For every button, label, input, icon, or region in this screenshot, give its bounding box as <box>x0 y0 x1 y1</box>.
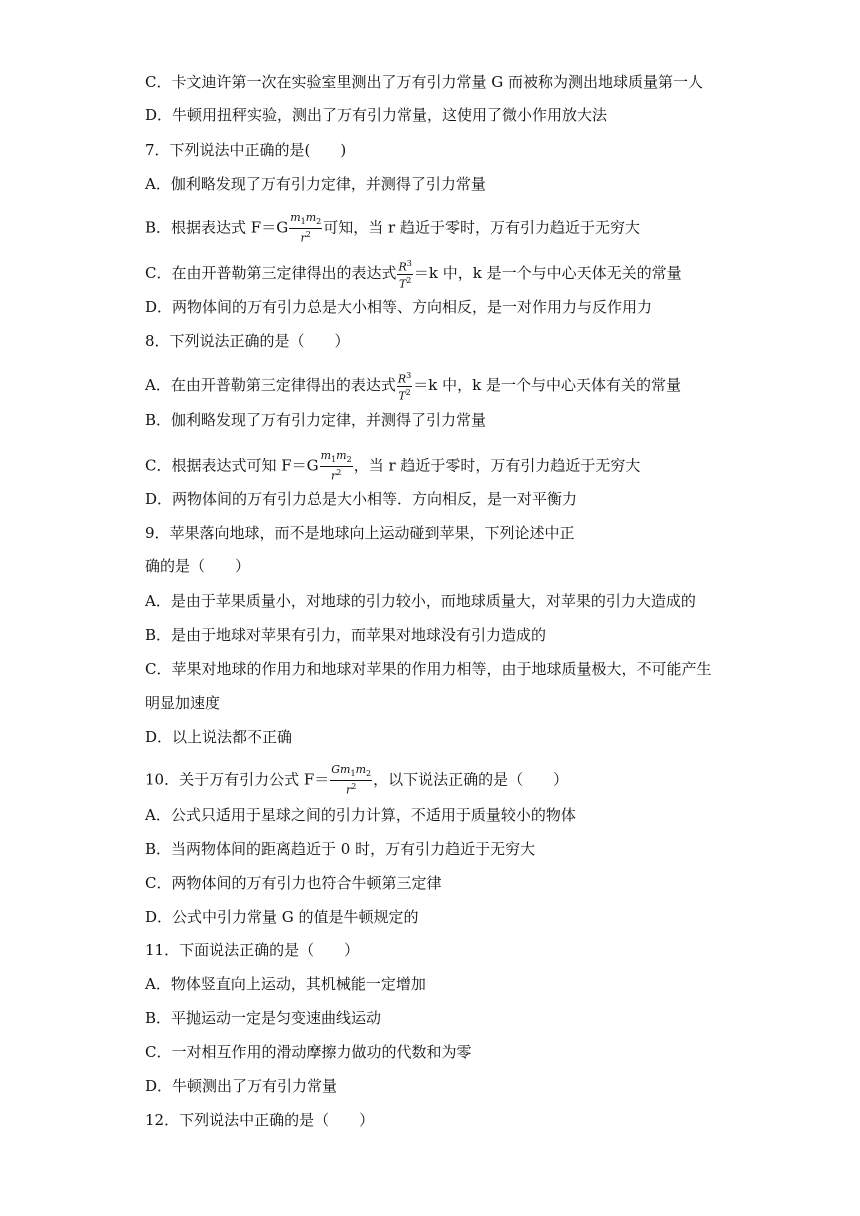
kepler-fraction: $\frac{R^3}{T^2}$ <box>398 259 412 291</box>
q9-option-b: B．是由于地球对苹果有引力，而苹果对地球没有引力造成的 <box>145 626 547 644</box>
q10-stem-text-post: ，以下说法正确的是（ ） <box>373 770 569 789</box>
q9-option-c-line2: 明显加速度 <box>145 694 221 712</box>
q10-option-c: C．两物体间的万有引力也符合牛顿第三定律 <box>145 874 442 892</box>
q11-option-b: B．平抛运动一定是匀变速曲线运动 <box>145 1009 382 1027</box>
q6-option-c: C．卡文迪许第一次在实验室里测出了万有引力常量 G 而被称为测出地球质量第一人 <box>145 73 703 91</box>
q7-option-c-text-pre: C．在由开普勒第三定律得出的表达式 <box>145 264 397 283</box>
q8-option-a-text-post: ＝k 中，k 是一个与中心天体有关的常量 <box>413 376 681 395</box>
q9-stem-line2: 确的是（ ） <box>145 557 251 575</box>
gravitation-formula-fraction: $\frac{Gm_1m_2}{r^2}$ <box>331 763 372 797</box>
q7-stem: 7．下列说法中正确的是( ) <box>145 141 347 159</box>
gravitation-fraction: $\frac{m_1m_2}{r^2}$ <box>290 211 322 245</box>
q10-stem-text-pre: 10．关于万有引力公式 F＝ <box>145 770 330 789</box>
q7-option-b <box>145 212 640 245</box>
q9-option-c-line1: C．苹果对地球的作用力和地球对苹果的作用力相等，由于地球质量极大，不可能产生 <box>145 660 712 678</box>
q8-option-c-text-pre: C．根据表达式可知 F＝G <box>145 456 319 475</box>
q7-option-a: A．伽利略发现了万有引力定律，并测得了引力常量 <box>145 175 486 193</box>
q8-option-a-text-pre: A．在由开普勒第三定律得出的表达式 <box>145 376 396 395</box>
q9-option-d: D．以上说法都不正确 <box>145 728 293 746</box>
q8-option-d: D．两物体间的万有引力总是大小相等．方向相反，是一对平衡力 <box>145 490 578 508</box>
q9-stem-line1: 9．苹果落向地球，而不是地球向上运动碰到苹果，下列论述中正 <box>145 524 575 542</box>
q10-option-d: D．公式中引力常量 G 的值是牛顿规定的 <box>145 908 419 926</box>
gravitation-fraction: $\frac{m_1m_2}{r^2}$ <box>320 449 352 483</box>
q10-stem <box>145 764 568 797</box>
q11-option-d: D．牛顿测出了万有引力常量 <box>145 1077 338 1095</box>
q6-option-d: D．牛顿用扭秤实验，测出了万有引力常量，这使用了微小作用放大法 <box>145 106 608 124</box>
q10-option-b: B．当两物体间的距离趋近于 0 时，万有引力趋近于无穷大 <box>145 840 536 858</box>
q12-stem: 12．下列说法中正确的是（ ） <box>145 1111 375 1129</box>
q8-option-c-text-post: ，当 r 趋近于零时，万有引力趋近于无穷大 <box>353 456 641 475</box>
q7-option-b-text-pre: B．根据表达式 F＝G <box>145 218 289 237</box>
kepler-fraction: $\frac{R^3}{T^2}$ <box>397 371 412 403</box>
q8-option-b: B．伽利略发现了万有引力定律，并测得了引力常量 <box>145 411 487 429</box>
q8-option-a <box>145 370 681 402</box>
q7-option-d: D．两物体间的万有引力总是大小相等、方向相反，是一对作用力与反作用力 <box>145 298 653 316</box>
q7-option-b-text-post: 可知，当 r 趋近于零时，万有引力趋近于无穷大 <box>323 218 640 237</box>
q11-option-c: C．一对相互作用的滑动摩擦力做功的代数和为零 <box>145 1043 472 1061</box>
q9-option-a: A．是由于苹果质量小，对地球的引力较小，而地球质量大，对苹果的引力大造成的 <box>145 592 696 610</box>
q8-option-c <box>145 450 640 483</box>
q7-option-c <box>145 258 682 290</box>
q11-option-a: A．物体竖直向上运动，其机械能一定增加 <box>145 975 426 993</box>
q10-option-a: A．公式只适用于星球之间的引力计算，不适用于质量较小的物体 <box>145 806 576 824</box>
q11-stem: 11．下面说法正确的是（ ） <box>145 941 360 959</box>
q7-option-c-text-post: ＝k 中，k 是一个与中心天体无关的常量 <box>413 264 682 283</box>
q8-stem: 8．下列说法正确的是（ ） <box>145 332 350 350</box>
